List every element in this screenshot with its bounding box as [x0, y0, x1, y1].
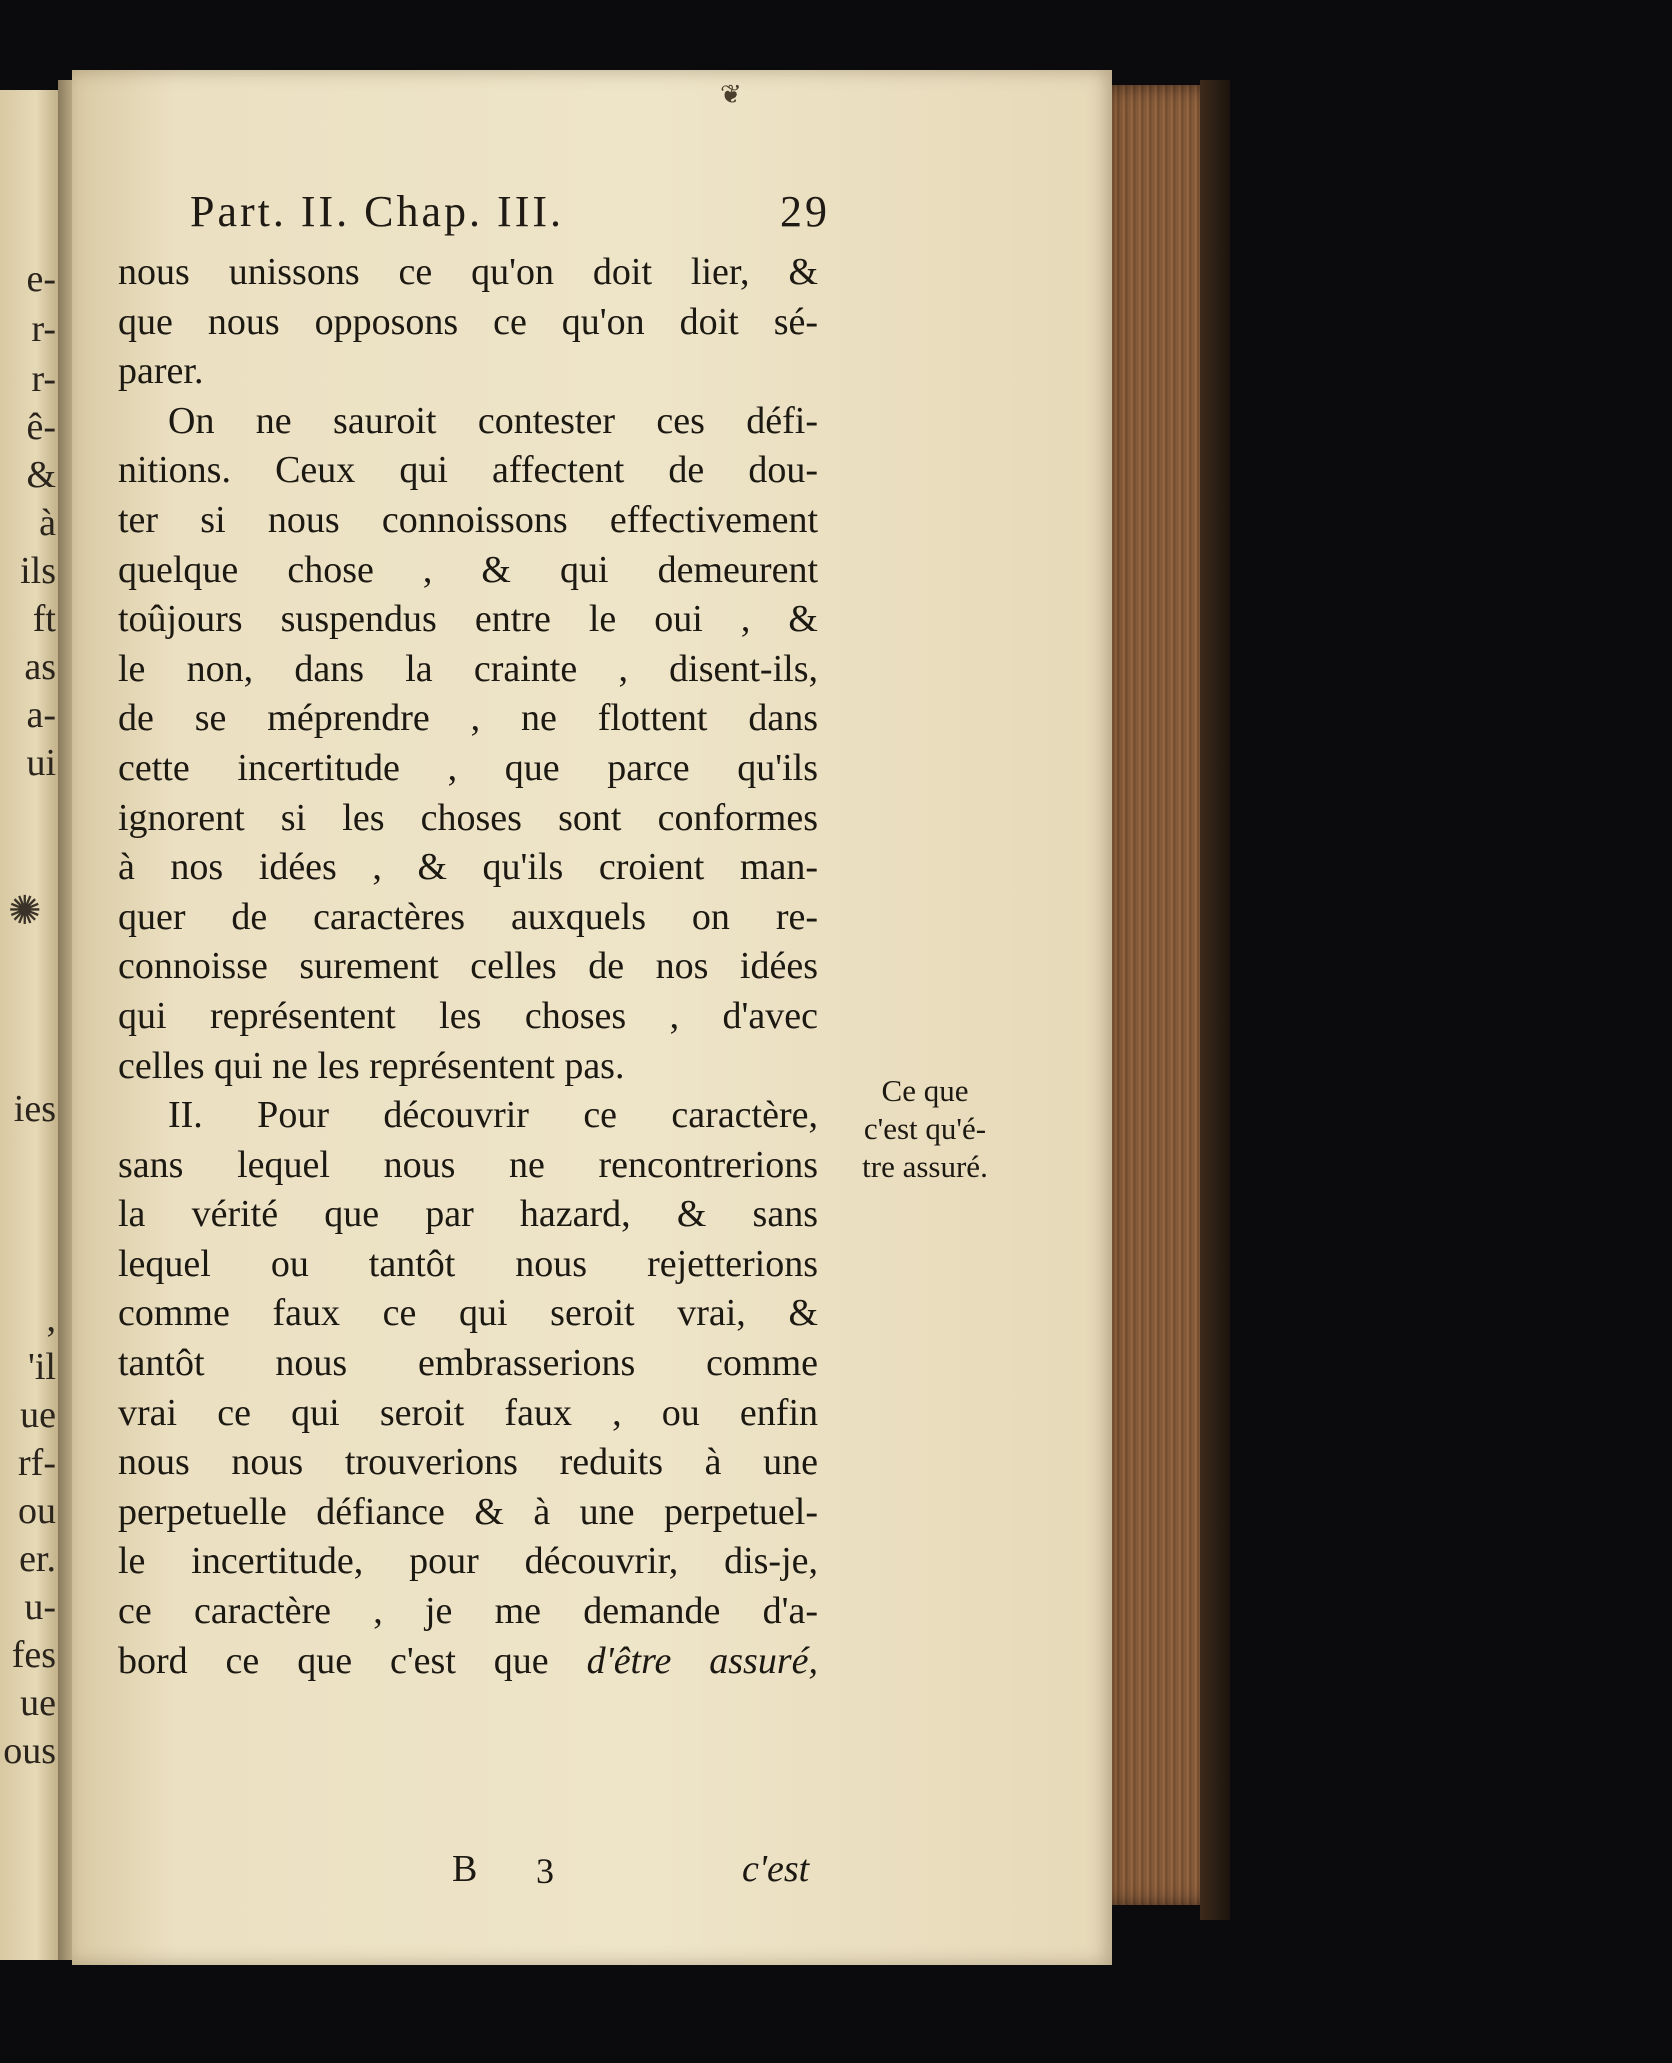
previous-page-fragment: ft — [32, 598, 56, 640]
previous-page-fragment: ou — [18, 1490, 56, 1532]
text-line: cette incertitude , que parce qu'ils — [118, 746, 818, 789]
previous-page-fragment: ous — [3, 1730, 56, 1772]
margin-note-line: tre assuré. — [862, 1149, 988, 1184]
text-line: de se méprendre , ne flottent dans — [118, 697, 818, 740]
text-line: nous unissons ce qu'on doit lier, & — [118, 251, 818, 293]
previous-page-fragment: ue — [20, 1682, 56, 1724]
book-cover-edge — [1200, 80, 1230, 1920]
running-head-title: Part. II. Chap. III. — [190, 187, 565, 236]
ornament-icon: ✺ — [8, 888, 42, 934]
previous-page-fragment: à — [39, 502, 56, 544]
margin-note-line: c'est qu'é- — [863, 1111, 987, 1146]
previous-page-fragment: ils — [20, 550, 56, 592]
body-text — [118, 248, 818, 1686]
text-line: II. Pour découvrir ce caractère, — [168, 1094, 818, 1137]
running-head — [190, 186, 830, 237]
previous-page — [0, 90, 60, 1960]
previous-page-fragment: r- — [31, 308, 56, 350]
text-line: On ne sauroit contester ces défi- — [168, 399, 818, 442]
text-line: la vérité que par hazard, & sans — [118, 1193, 818, 1236]
text-line: qui représentent les choses , d'avec — [118, 994, 818, 1037]
text-line: à nos idées , & qu'ils croient man- — [118, 846, 818, 889]
text-line: ignorent si les choses sont conformes — [118, 796, 818, 839]
signature-mark: B — [452, 1848, 478, 1890]
previous-page-fragment: 'il — [28, 1346, 56, 1388]
previous-page-fragment: fes — [11, 1634, 56, 1676]
previous-page-fragment: ue — [20, 1394, 56, 1436]
catchword: c'est — [742, 1848, 810, 1890]
text-line: celles qui ne les représentent pas. — [118, 1044, 625, 1087]
text-line: le incertitude, pour découvrir, dis-je, — [118, 1540, 818, 1583]
text-line: quelque chose , & qui demeurent — [118, 548, 818, 591]
text-line: bord ce que c'est que d'être assuré, — [118, 1639, 818, 1682]
signature-number: 3 — [536, 1851, 554, 1891]
text-line: sans lequel nous ne rencontrerions — [118, 1143, 818, 1186]
text-line: parer. — [118, 350, 204, 393]
text-line: que nous opposons ce qu'on doit sé- — [118, 300, 818, 343]
text-line: toûjours suspendus entre le oui , & — [118, 598, 818, 641]
margin-note-line: Ce que — [881, 1073, 969, 1108]
text-line: quer de caractères auxquels on re- — [118, 895, 818, 938]
previous-page-fragment: u- — [24, 1586, 56, 1628]
previous-page-fragment: ui — [26, 742, 56, 784]
previous-page-fragment: ies — [13, 1088, 56, 1130]
previous-page-fragment: er. — [19, 1538, 56, 1580]
previous-page-fragment: , — [46, 1298, 56, 1340]
page-number: 29 — [780, 187, 830, 236]
text-line: tantôt nous embrasserions comme — [118, 1342, 818, 1385]
text-line: connoisse surement celles de nos idées — [118, 945, 818, 988]
text-line: comme faux ce qui seroit vrai, & — [118, 1292, 818, 1335]
previous-page-fragment: rf- — [18, 1442, 56, 1484]
previous-page-fragment: ê- — [26, 406, 56, 448]
text-line: lequel ou tantôt nous rejetterions — [118, 1242, 818, 1285]
text-line: nous nous trouverions reduits à une — [118, 1441, 818, 1484]
previous-page-fragment: e- — [26, 258, 56, 300]
text-line: ter si nous connoissons effectivement — [118, 498, 818, 541]
previous-page-fragment: a- — [26, 694, 56, 736]
margin-note — [835, 1072, 1015, 1186]
text-line: vrai ce qui seroit faux , ou enfin — [118, 1391, 818, 1434]
previous-page-fragment: r- — [31, 358, 56, 400]
italic-phrase: d'être assuré, — [586, 1639, 818, 1682]
previous-page-fragment: & — [26, 454, 56, 496]
previous-page-fragment: as — [24, 646, 56, 688]
printer-ornament-icon: ❦ — [720, 80, 742, 110]
text-line: perpetuelle défiance & à une perpetuel- — [118, 1490, 818, 1533]
text-line: nitions. Ceux qui affectent de dou- — [118, 449, 818, 492]
text-line: le non, dans la crainte , disent-ils, — [118, 647, 818, 690]
text-line: ce caractère , je me demande d'a- — [118, 1590, 818, 1633]
